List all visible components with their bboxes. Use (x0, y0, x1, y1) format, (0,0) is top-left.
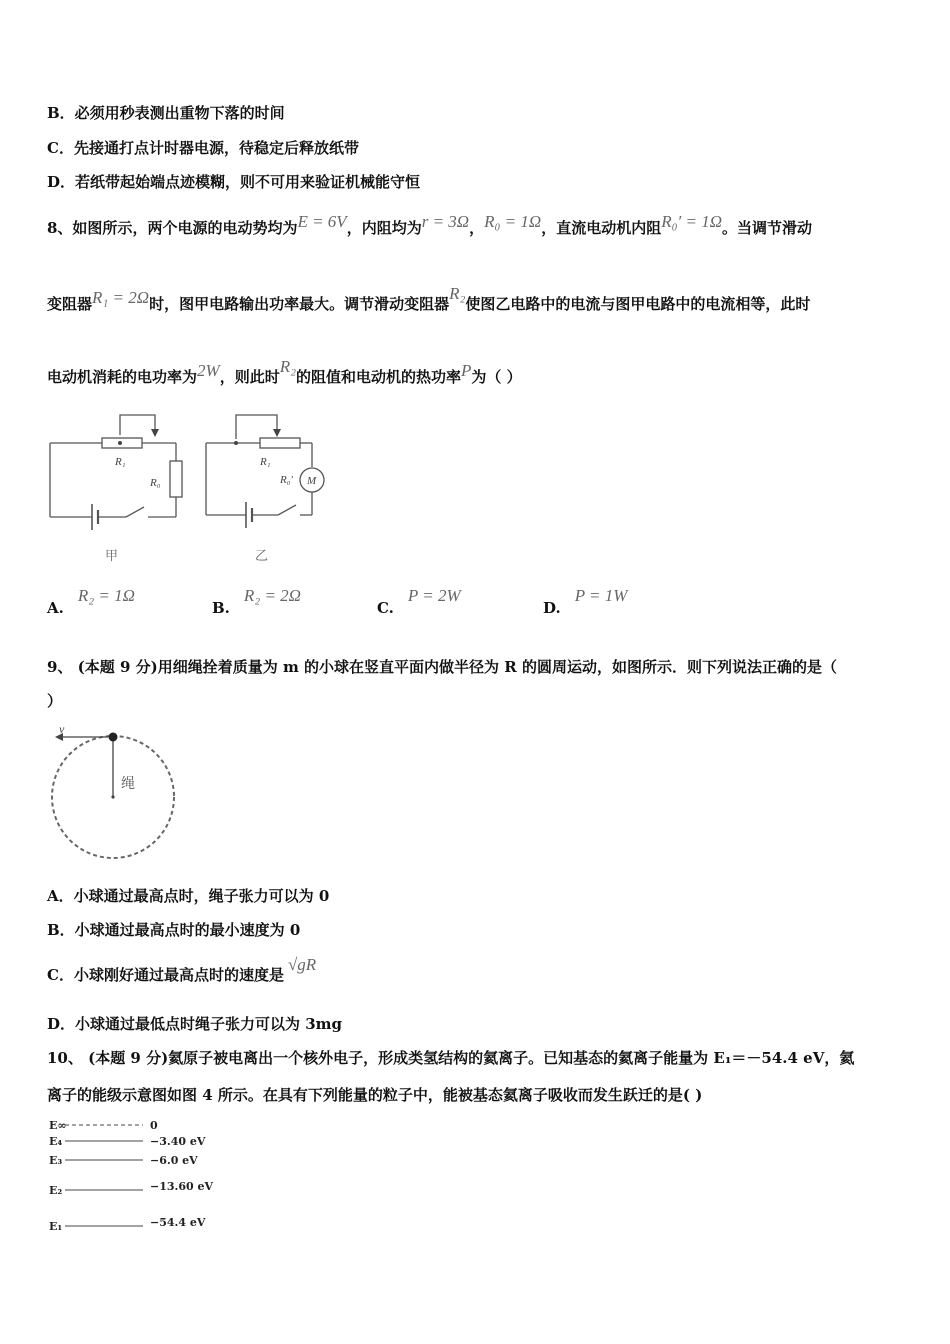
option-math: P = 2W (407, 586, 461, 605)
q8-option-d (543, 586, 628, 618)
q9-option-b: B．小球通过最高点时的最小速度为 0 (47, 921, 301, 939)
ball-icon (109, 733, 118, 742)
level-value: 0 (150, 1119, 158, 1132)
label-motor: M (307, 475, 317, 487)
label-rope: 绳 (121, 776, 135, 792)
level-name: E₃ (49, 1154, 63, 1167)
q9-line-2: ） (47, 692, 63, 710)
q9-option-c-text: C．小球刚好通过最高点时的速度是 (47, 966, 284, 984)
label-r0: R₀ (150, 477, 161, 489)
level-value: −3.40 eV (150, 1135, 206, 1148)
q10-line-1: 10、 (本题 9 分)氦原子被电离出一个核外电子，形成类氢结构的氦离子。已知基态的氦离子能量为 E₁＝－54.4 eV，氦 (47, 1049, 855, 1067)
math-emf: E = 6V (297, 212, 347, 231)
q9-option-d: D．小球通过最低点时绳子张力可以为 3mg (47, 1015, 343, 1033)
label-r1: R₁ (115, 456, 126, 468)
option-letter: C. (377, 599, 394, 617)
q8-line-3 (47, 357, 522, 387)
q8-text: 为（ ） (471, 368, 522, 386)
level-value: −6.0 eV (150, 1154, 198, 1167)
rheostat-r2 (260, 438, 300, 448)
level-name: E₁ (49, 1220, 63, 1233)
math-r0-prime: R₀′ = 1Ω (661, 212, 722, 231)
option-letter: D. (543, 599, 561, 617)
q7-option-c: C．先接通打点计时器电源，待稳定后释放纸带 (47, 139, 359, 157)
q8-text: 变阻器 (47, 295, 93, 313)
q7-option-d: D．若纸带起始端点迹模糊，则不可用来验证机械能守恒 (47, 173, 421, 191)
q8-text: ，则此时 (219, 368, 280, 386)
q8-text: 。当调节滑动 (721, 219, 812, 237)
label-v: v (59, 722, 65, 736)
level-name: E₂ (49, 1184, 63, 1197)
option-math: P = 1W (574, 586, 628, 605)
math-r0: R₀ = 1Ω (484, 212, 542, 231)
q9-line-1: 9、 (本题 9 分)用细绳拴着质量为 m 的小球在竖直平面内做半径为 R 的圆周运动，如图所示．则下列说法正确的是（ (47, 658, 837, 676)
caption-jia: 甲 (105, 549, 119, 564)
q8-text: 使图乙电路中的电流与图甲电路中的电流相等，此时 (465, 295, 811, 313)
option-math: R₂ = 1Ω (77, 586, 135, 605)
level-name: E₄ (49, 1135, 63, 1148)
level-name: E∞ (49, 1119, 67, 1132)
q8-option-b (212, 586, 301, 618)
level-value: −54.4 eV (150, 1216, 206, 1229)
math-r1: R₁ = 2Ω (92, 288, 150, 307)
option-math: R₂ = 2Ω (243, 586, 301, 605)
math-r2: R₂ (449, 284, 466, 303)
energy-level-diagram (45, 1112, 245, 1237)
q8-text: ， (469, 219, 485, 237)
q8-option-c (377, 586, 461, 618)
q9-option-c (47, 955, 317, 985)
caption-yi: 乙 (255, 549, 269, 564)
q8-text: ，内阻均为 (346, 219, 422, 237)
label-r0-prime: R₀′ (280, 474, 293, 486)
level-value: −13.60 eV (150, 1180, 214, 1193)
q9-option-a: A．小球通过最高点时，绳子张力可以为 0 (47, 887, 330, 905)
q8-text: 的阻值和电动机的热功率 (296, 368, 462, 386)
q8-text: ，直流电动机内阻 (541, 219, 662, 237)
q10-line-2: 离子的能级示意图如图 4 所示。在具有下列能量的粒子中，能被基态氦离子吸收而发生跃迁的是( ) (47, 1086, 703, 1104)
math-sqrt-gr: √gR (287, 955, 317, 974)
label-r1-b: R₁ (260, 456, 271, 468)
circle-motion-figure (45, 722, 185, 867)
math-power: 2W (197, 361, 220, 380)
math-p: P (461, 361, 472, 380)
q8-line-1 (47, 212, 812, 238)
q8-text: 电动机消耗的电功率为 (47, 368, 198, 386)
math-internal-resistance: r = 3Ω (421, 212, 470, 231)
circuit-figures (40, 405, 340, 575)
math-r2: R₂ (279, 357, 296, 376)
option-letter: B. (212, 599, 230, 617)
resistor-r0 (170, 461, 182, 497)
q8-option-a (47, 586, 135, 618)
q8-text: 8、如图所示，两个电源的电动势均为 (47, 219, 298, 237)
q7-option-b: B．必须用秒表测出重物下落的时间 (47, 104, 285, 122)
q8-text: 时，图甲电路输出功率最大。调节滑动变阻器 (149, 295, 450, 313)
q8-line-2 (47, 284, 811, 314)
option-letter: A. (47, 599, 64, 617)
